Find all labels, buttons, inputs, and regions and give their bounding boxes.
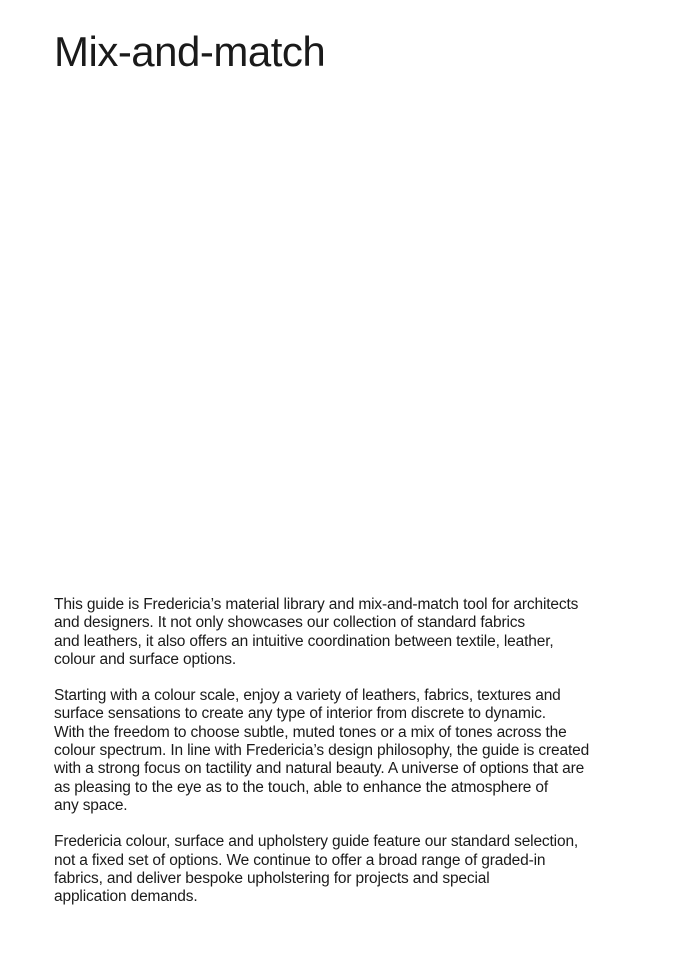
page-title: Mix-and-match [54, 28, 326, 75]
paragraph-line: application demands. [54, 888, 198, 906]
paragraph-line: with a strong focus on tactility and natural beauty. A universe of options that are [54, 760, 585, 778]
paragraph-line: fabrics, and deliver bespoke upholstering for projects and special [54, 869, 490, 887]
paragraph-line: surface sensations to create any type of interior from discrete to dynamic. [54, 705, 546, 723]
paragraph-line: Starting with a colour scale, enjoy a variety of leathers, fabrics, textures and [54, 687, 561, 705]
paragraph-colour-scale [54, 687, 654, 815]
paragraph-line: Fredericia colour, surface and upholstery guide feature our standard selection, [54, 833, 579, 851]
paragraph-line: and designers. It not only showcases our collection of standard fabrics [54, 614, 525, 632]
paragraph-line: colour spectrum. In line with Fredericia’s design philosophy, the guide is created [54, 742, 590, 760]
paragraph-line: not a fixed set of options. We continue to offer a broad range of graded-in [54, 851, 546, 869]
paragraph-line: as pleasing to the eye as to the touch, able to enhance the atmosphere of [54, 778, 549, 796]
paragraph-line: colour and surface options. [54, 650, 237, 668]
paragraph-line: With the freedom to choose subtle, muted tones or a mix of tones across the [54, 723, 567, 741]
paragraph-line: any space. [54, 796, 128, 814]
paragraph-intro [54, 596, 654, 669]
paragraph-line: This guide is Fredericia’s material library and mix-and-match tool for architects [54, 596, 579, 613]
body-text [54, 596, 654, 924]
paragraph-standard-selection [54, 833, 654, 906]
paragraph-line: and leathers, it also offers an intuitive coordination between textile, leather, [54, 632, 554, 650]
